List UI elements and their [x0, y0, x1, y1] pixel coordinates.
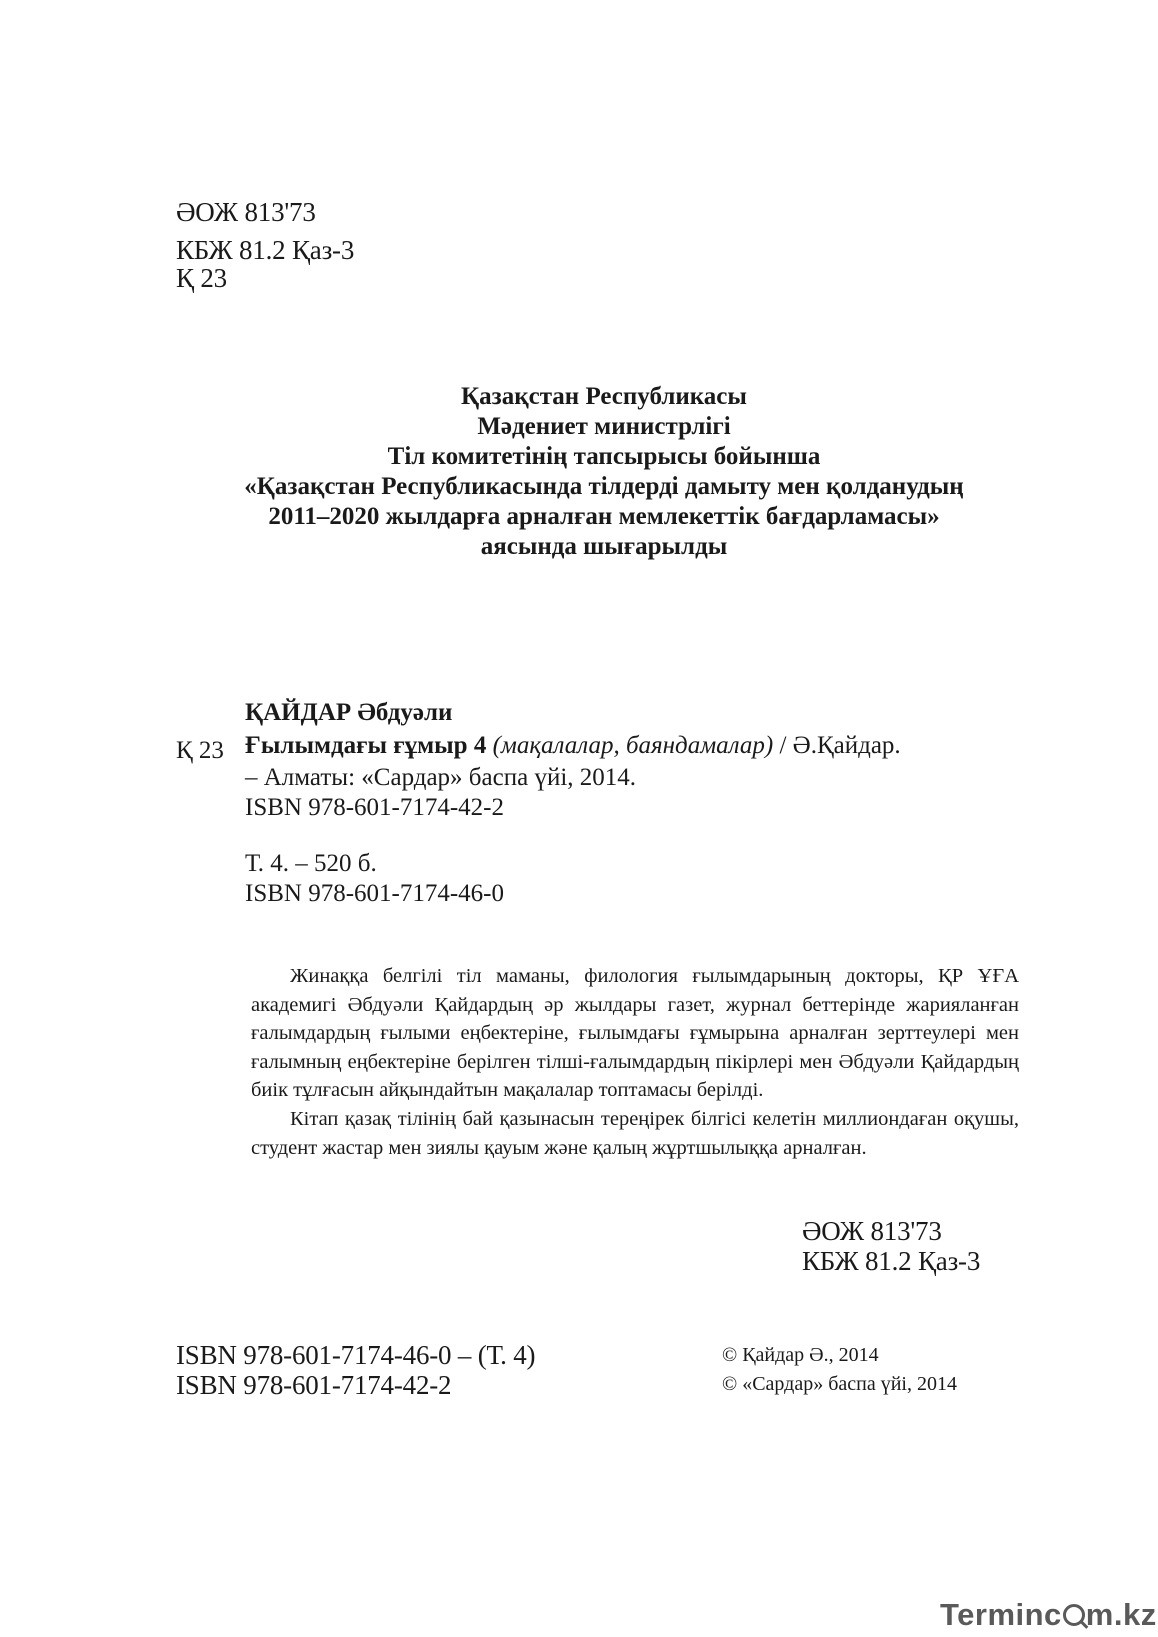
imprint-line: Мәдениет министрлігі — [477, 413, 731, 440]
imprint-line: Қазақстан Республикасы — [461, 383, 747, 410]
bbk-index-top: КБЖ 81.2 Қаз-3 — [176, 235, 355, 265]
watermark-text-end: m.kz — [1085, 1597, 1157, 1632]
udc-index-top: ӘОЖ 813'73 — [176, 197, 316, 227]
author-mark-top: Қ 23 — [176, 263, 227, 293]
publication-line: – Алматы: «Сардар» баспа үйі, 2014. — [245, 764, 637, 791]
volume-pages: Т. 4. – 520 б. — [245, 850, 377, 877]
magnifier-icon — [1063, 1604, 1085, 1626]
author-mark-record: Қ 23 — [176, 737, 224, 764]
isbn-set: ISBN 978-601-7174-42-2 — [245, 794, 505, 821]
responsibility: / Ә.Қайдар. — [779, 732, 901, 759]
imprint-header — [100, 382, 1108, 562]
isbn-volume: ISBN 978-601-7174-46-0 — [245, 880, 505, 907]
title-line — [245, 733, 901, 758]
annotation-paragraph: Жинаққа белгілі тіл маманы, филология ғылымдарының докторы, ҚР ҰҒА академигі Әбдуәли Қайдардың әр жылдары газет, журнал беттерінде жарияланған ғалымдардың ғылыми еңбектеріне, ғылымдағы ғұмырына арналған зерттеулері мен ғалымның еңбектеріне берілген тілші-ғалымдардың пікірлері мен Әбдуәли Қайдардың биік тұлғасын айқындайтын мақалалар топтамасы берілді. — [251, 965, 1019, 1102]
imprint-line: Тіл комитетінің тапсырысы бойынша — [387, 443, 821, 470]
copyright-author: © Қайдар Ә., 2014 — [722, 1344, 879, 1366]
annotation — [251, 962, 1019, 1162]
annotation-paragraph: Кітап қазақ тілінің бай қазынасын тереңірек білгісі келетін миллиондаған оқушы, студент жастар мен зиялы қауым және қалың жұртшылыққа арналған. — [251, 1107, 1019, 1159]
author-name: ҚАЙДАР Әбдуәли — [245, 699, 453, 726]
imprint-line: аясында шығарылды — [480, 533, 728, 560]
copyright-publisher: © «Сардар» баспа үйі, 2014 — [722, 1373, 957, 1395]
imprint-line: 2011–2020 жылдарға арналған мемлекеттік бағдарламасы» — [268, 503, 940, 530]
isbn-footer-set: ISBN 978-601-7174-42-2 — [176, 1370, 452, 1400]
book-title: Ғылымдағы ғұмыр 4 — [245, 732, 487, 759]
termincom-watermark — [940, 1597, 1157, 1633]
isbn-footer-volume: ISBN 978-601-7174-46-0 – (Т. 4) — [176, 1340, 536, 1370]
book-subtitle: (мақалалар, баяндамалар) — [492, 732, 774, 759]
imprint-line: «Қазақстан Республикасында тілдерді дамыту мен қолданудың — [244, 473, 964, 500]
bbk-index-bottom: КБЖ 81.2 Қаз-3 — [802, 1246, 981, 1276]
udc-index-bottom: ӘОЖ 813'73 — [802, 1216, 942, 1246]
watermark-text-start: Terminc — [940, 1597, 1062, 1632]
